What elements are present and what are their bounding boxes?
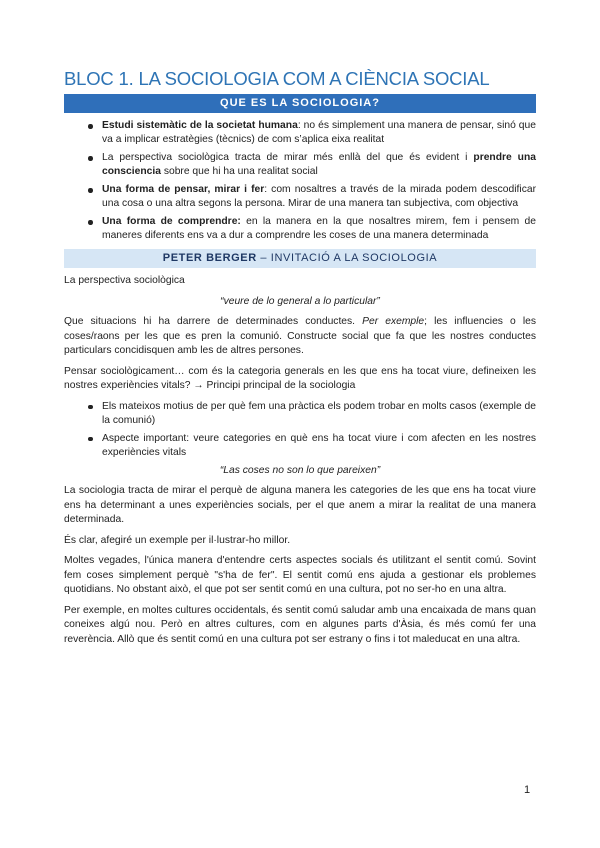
heading-subtitle: – INVITACIÓ A LA SOCIOLOGIA (256, 252, 438, 264)
paragraph: Pensar sociològicament… com és la categoria generals en les que ens ha tocat viure, defineixen les nostres experiències vitals? → Principi principal de la sociologia (64, 365, 536, 391)
berger-list (64, 400, 536, 460)
list-item: Els mateixos motius de per què fem una pràctica els podem trobar en molts casos (exemple de la comunió) (102, 400, 536, 426)
document-title: BLOC 1. LA SOCIOLOGIA COM A CIÈNCIA SOCIAL (64, 68, 490, 89)
quote-coses: “Las coses no son lo que pareixen” (219, 464, 381, 476)
bullet-text: : no és simplement una manera de pensar, sinó que va a implicar estratègies (tècnics) de com s’aplica eixa realitat (102, 120, 536, 145)
paragraph: Per exemple, en moltes cultures occidentals, és sentit comú saludar amb una encaixada de mans quan coneixes algú nou. Però en altres cultures, com en algunes parts d'Àsia, és més comú fer una reverència. Allò que és sentit comú en una cultura pot ser estrany o fins i tot maleducat en una altra. (64, 604, 536, 645)
bullet-text: sobre que hi ha una realitat social (160, 166, 318, 177)
quote-general-particular: “veure de lo general a lo particular” (220, 295, 380, 307)
bullet-bold: Una forma de comprendre: (102, 216, 241, 227)
list-item (102, 119, 536, 147)
list-item (102, 215, 536, 243)
bullet-text: La perspectiva sociològica tracta de mirar més enllà del que és evident i (102, 152, 474, 163)
paragraph-italic: Per exemple (362, 316, 425, 327)
heading-author: PETER BERGER (162, 252, 257, 264)
list-item: Aspecte important: veure categories en què ens ha tocat viure i com afecten en les nostres experiències vitals (102, 432, 536, 458)
definition-list (64, 119, 536, 243)
bullet-bold: prendre una consciencia (102, 152, 536, 177)
paragraph: Moltes vegades, l'única manera d'entendre certs aspectes socials és utilitzant el sentit comú. Sovint fem coses simplement perquè "s'ha de fer". El sentit comú ens ajuda a gestionar els problemes quotidians. No obstant això, el que pot ser sentit comú en una cultura, pot no ser-ho en una altra. (64, 555, 536, 595)
paragraph: És clar, afegiré un exemple per il·lustrar-ho millor. (64, 534, 291, 546)
section-heading-berger (64, 249, 536, 268)
paragraph-text: Que situacions hi ha darrere de determinades conductes. (64, 316, 363, 327)
paragraph-intro: La perspectiva sociològica (64, 275, 185, 286)
document-page (64, 68, 536, 653)
paragraph-text: ; les influencies o les coses/raons per les que es pren la comunió. Constructe social que fa que les nostres conductes particulars concidisquen amb les de altres persones. (64, 316, 536, 356)
paragraph (64, 315, 536, 359)
bullet-text: en la manera en la que nosaltres mirem, fem i pensem de maneres diferents ens va a dur a comprendre les coses de una manera determinada (102, 216, 536, 241)
section-heading-sociologia: QUE ES LA SOCIOLOGIA? (64, 94, 536, 113)
bullet-bold: Estudi sistemàtic de la societat humana (102, 120, 298, 131)
list-item (102, 151, 536, 179)
page-number: 1 (524, 784, 531, 796)
list-item (102, 183, 536, 211)
paragraph: La sociologia tracta de mirar el perquè de alguna manera les categories de les que ens ha tocat viure ens ha determinant a unes experiències socials, per el que anem a mirar la realitat de una manera determinada. (64, 485, 536, 525)
bullet-text: : com nosaltres a través de la mirada podem descodificar una cosa o una altra segons la persona. Mirar de una manera tan subjectiva, com objectiva (102, 184, 536, 209)
bullet-bold: Una forma de pensar, mirar i fer (102, 184, 265, 195)
